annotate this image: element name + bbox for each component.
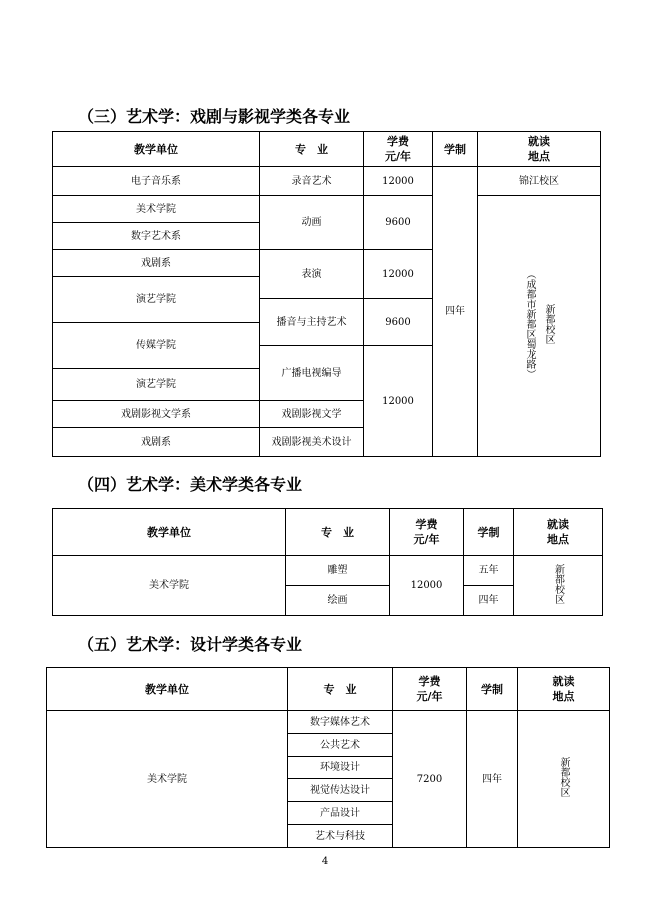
location-name: 新都校区 <box>558 757 569 797</box>
major-cell: 表演 <box>260 250 364 299</box>
header-fee: 学费 元/年 <box>390 509 464 556</box>
length-cell: 四年 <box>464 586 514 616</box>
header-unit: 教学单位 <box>53 132 260 167</box>
major-cell: 动画 <box>260 196 364 250</box>
header-length: 学制 <box>467 668 518 711</box>
unit-cell: 美术学院 <box>53 556 286 616</box>
fee-cell: 12000 <box>364 346 433 457</box>
length-cell: 四年 <box>433 167 478 457</box>
fee-cell: 12000 <box>390 556 464 616</box>
unit-cell: 美术学院 <box>47 711 288 848</box>
section-title-design: （五）艺术学：设计学类各专业 <box>78 635 303 654</box>
header-fee: 学费 元/年 <box>364 132 433 167</box>
drama-film-table <box>52 131 601 457</box>
unit-cell: 电子音乐系 <box>53 167 260 196</box>
major-cell: 环境设计 <box>288 757 393 779</box>
major-cell: 艺术与科技 <box>288 825 393 848</box>
fee-cell: 9600 <box>364 299 433 346</box>
header-length: 学制 <box>464 509 514 556</box>
major-cell: 数字媒体艺术 <box>288 711 393 734</box>
section-title-drama-film: （三）艺术学：戏剧与影视学类各专业 <box>78 107 351 126</box>
unit-cell: 戏剧影视文学系 <box>53 401 260 428</box>
header-location: 就读 地点 <box>478 132 601 167</box>
major-cell: 播音与主持艺术 <box>260 299 364 346</box>
major-cell: 绘画 <box>286 586 390 616</box>
major-cell: 戏剧影视文学 <box>260 401 364 428</box>
fee-cell: 12000 <box>364 250 433 299</box>
unit-cell: 数字艺术系 <box>53 223 260 250</box>
header-unit: 教学单位 <box>47 668 288 711</box>
unit-cell: 戏剧系 <box>53 428 260 457</box>
location-address: （成都市新都区蜀龙路） <box>524 269 535 379</box>
major-cell: 雕塑 <box>286 556 390 586</box>
location-name: 新都校区 <box>543 304 554 344</box>
header-length: 学制 <box>433 132 478 167</box>
unit-cell: 演艺学院 <box>53 369 260 401</box>
fee-cell: 7200 <box>393 711 467 848</box>
location-cell-xindu <box>478 196 601 457</box>
section-title-fine-arts: （四）艺术学：美术学类各专业 <box>78 475 303 494</box>
unit-cell: 戏剧系 <box>53 250 260 277</box>
header-major: 专 业 <box>288 668 393 711</box>
header-fee: 学费 元/年 <box>393 668 467 711</box>
major-cell: 录音艺术 <box>260 167 364 196</box>
design-table <box>46 667 610 848</box>
major-cell: 视觉传达设计 <box>288 779 393 802</box>
page-number: 4 <box>321 856 329 867</box>
fine-arts-table <box>52 508 603 616</box>
length-cell: 四年 <box>467 711 518 848</box>
unit-cell: 美术学院 <box>53 196 260 223</box>
fee-cell: 9600 <box>364 196 433 250</box>
location-cell <box>518 711 610 848</box>
major-cell: 广播电视编导 <box>260 346 364 401</box>
major-cell: 公共艺术 <box>288 734 393 757</box>
header-location: 就读 地点 <box>514 509 603 556</box>
unit-cell: 传媒学院 <box>53 323 260 369</box>
length-cell: 五年 <box>464 556 514 586</box>
unit-cell: 演艺学院 <box>53 277 260 323</box>
fee-cell: 12000 <box>364 167 433 196</box>
major-cell: 戏剧影视美术设计 <box>260 428 364 457</box>
location-name: 新都校区 <box>552 563 564 604</box>
location-cell-jinjiang: 锦江校区 <box>478 167 601 196</box>
header-major: 专 业 <box>260 132 364 167</box>
header-unit: 教学单位 <box>53 509 286 556</box>
header-location: 就读 地点 <box>518 668 610 711</box>
location-cell <box>514 556 603 616</box>
major-cell: 产品设计 <box>288 802 393 825</box>
header-major: 专 业 <box>286 509 390 556</box>
